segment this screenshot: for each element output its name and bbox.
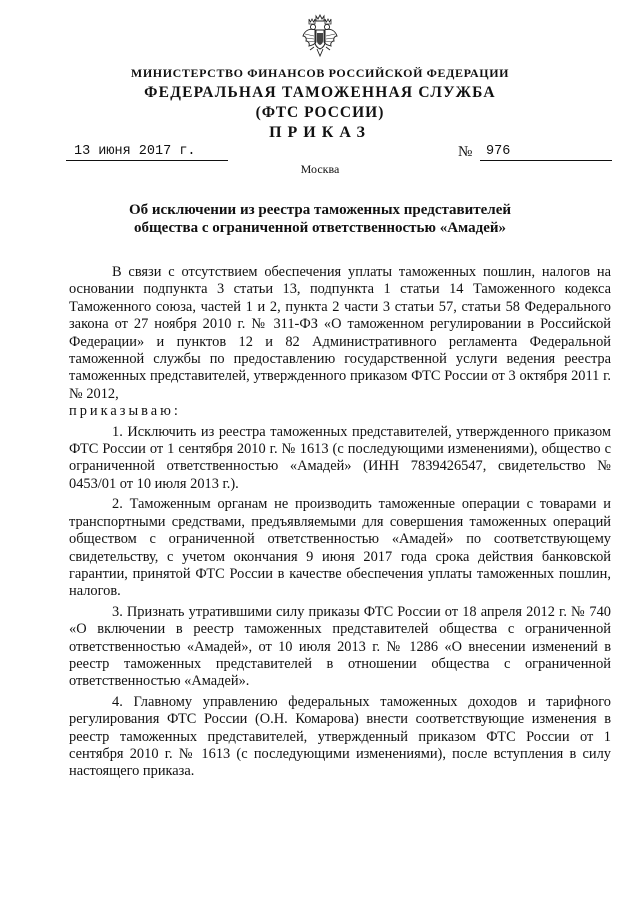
order-item-1: 1. Исключить из реестра таможенных представителей, утвержденного приказом ФТС России от 1 сентября 2010 г. № 1613 (с последующими изменениями), общество с ограниченной ответственностью «Амадей» (ИНН 7839426547, свидетельство № 0453/01 от 10 июля 2013 г.).	[69, 423, 611, 492]
preamble-text: В связи с отсутствием обеспечения уплаты таможенных пошлин, налогов на основании подпункта 3 статьи 13, подпункта 1 статьи 14 Таможенного кодекса Таможенного союза, частей 1 и 2, пункта 2 части 3 статьи 57, статьи 58 Федерального закона от 27 ноября 2010 г. № 311-ФЗ «О таможенном регулировании в Российской Федерации» и пунктов 12 и 82 Административного регламента Федеральной таможенной службы по предоставлению государственной услуги ведения реестра таможенных представителей, утвержденного приказом ФТС России от 3 октября 2011 г. № 2012,	[69, 264, 611, 402]
order-item-3: 3. Признать утратившими силу приказы ФТС России от 18 апреля 2012 г. № 740 «О включении в реестр таможенных представителей общества с ограниченной ответственностью «Амадей», от 10 июля 2013 г. № 1286 «О внесении изменений в реестр таможенных представителей в отношении общества с ограниченной ответственностью «Амадей».	[69, 603, 611, 690]
document-body	[69, 264, 611, 784]
title-line-2: общества с ограниченной ответственностью «Амадей»	[133, 220, 507, 236]
preamble-paragraph	[69, 264, 611, 421]
order-item-2: 2. Таможенным органам не производить таможенные операции с товарами и транспортными средствами, предъявляемыми для совершения таможенных операций обществом с ограниченной ответственностью «Амадей» по соответствующему свидетельству, с учетом окончания 9 июня 2017 года срока действия банковской гарантии, принятой ФТС России в качестве обеспечения уплаты таможенных пошлин, налогов.	[69, 496, 611, 600]
service-short-name: (ФТС РОССИИ)	[255, 104, 385, 121]
order-item-4: 4. Главному управлению федеральных таможенных доходов и тарифного регулирования ФТС России (О.Н. Комарова) внести соответствующие изменения в реестр таможенных представителей, утвержденный приказом ФТС России от 1 сентября 2010 г. № 1613 (с последующими изменениями), после вступления в силу настоящего приказа.	[69, 693, 611, 780]
document-title	[80, 201, 560, 237]
coat-of-arms-icon	[302, 14, 338, 58]
order-number: 976	[480, 144, 612, 161]
city: Москва	[300, 162, 340, 176]
service-name: ФЕДЕРАЛЬНАЯ ТАМОЖЕННАЯ СЛУЖБА	[144, 84, 496, 101]
document-type: ПРИКАЗ	[269, 124, 371, 141]
ministry-name: МИНИСТЕРСТВО ФИНАНСОВ РОССИЙСКОЙ ФЕДЕРАЦИИ	[130, 66, 510, 80]
order-word: приказываю:	[69, 403, 181, 420]
order-number-sign: №	[458, 144, 473, 160]
title-line-1: Об исключении из реестра таможенных представителей	[128, 202, 512, 218]
order-date: 13 июня 2017 г.	[66, 144, 228, 161]
